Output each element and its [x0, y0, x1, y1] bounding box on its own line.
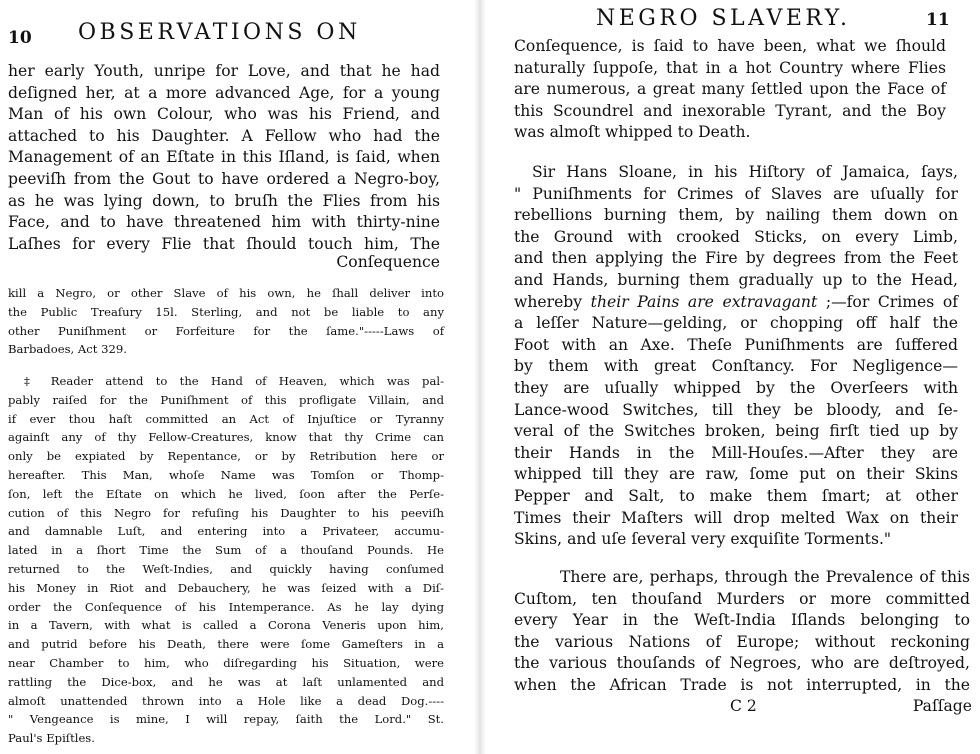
- footnote-line: almoſt unattended thrown into a Hole like a dead Dog.----: [8, 693, 444, 708]
- footnote-line: his Money in Riot and Debauchery, he was ſeized with a Diſ-: [8, 580, 444, 595]
- right-para-1: [514, 36, 946, 144]
- text-line: a leſſer Nature—gelding, or chopping off half the: [514, 314, 958, 333]
- text-line: Face, and to have threatened him with thirty-nine: [8, 213, 440, 232]
- footnote-line: " Vengeance is mine, I will repay, ſaith the Lord." St.: [8, 712, 444, 727]
- text-line: they are uſually whipped by the Overſeers with: [514, 378, 958, 397]
- footnote-line: and damnable Luſt, and entering into a Privateer, accumu-: [8, 524, 444, 539]
- text-line: this Scoundrel and inexorable Tyrant, and the Boy: [514, 101, 946, 120]
- text-line: was almoſt whipped to Death.: [514, 123, 751, 142]
- text-line: Times their Maſters will drop melted Wax on their: [514, 508, 958, 527]
- footnote-line: Barbadoes, Act 329.: [8, 342, 127, 357]
- right-para-2-sloane: [514, 162, 958, 551]
- signature-mark: C 2: [730, 697, 757, 715]
- text-line: Foot with an Axe. Theſe Puniſhments are ſuffered: [514, 335, 958, 354]
- text-line: Sir Hans Sloane, in his Hiſtory of Jamaica, ſays,: [532, 163, 958, 181]
- footnote-line: the Public Treaſury 15l. Sterling, and not be liable to any: [8, 304, 444, 319]
- footnote-line: rattling the Dice-box, and he was at laſt unlamented and: [8, 674, 444, 689]
- text-line-italic: [514, 292, 958, 314]
- book-gutter: [474, 0, 486, 754]
- text-line: Conſequence, is ſaid to have been, what we ſhould: [514, 37, 946, 55]
- text-line: the various Nations of Europe; without reckoning: [514, 632, 970, 651]
- footnote-line: lated in a ſhort Time the Sum of a thouſand Pounds. He: [8, 543, 444, 558]
- footnote-law: [8, 284, 444, 359]
- left-main-text: [8, 61, 440, 255]
- footnote-line: pably raiſed for the Puniſhment of this profligate Villain, and: [8, 392, 444, 407]
- footnote-line: near Chamber to him, who diſregarding his Situation, were: [8, 655, 444, 670]
- right-page: [490, 0, 980, 754]
- footnote-line: ‡ Reader attend to the Hand of Heaven, which was pal-: [24, 374, 444, 388]
- text-line: peeviſh from the Gout to have ordered a Negro-boy,: [8, 169, 440, 188]
- footnote-line: cution of this Negro for refuſing his Daughter to his peeviſh: [8, 505, 444, 520]
- page-number: 11: [926, 10, 950, 30]
- text-line: Management of an Eſtate in this Iſland, is ſaid, when: [8, 148, 440, 167]
- text-line: by them with great Conſtancy. For Negligence—: [514, 357, 958, 376]
- footnote-line: order the Conſequence of his Intemperance. As he lay dying: [8, 599, 444, 614]
- footnote-line: if ever thou haſt committed an Act of Injuſtice or Tyranny: [8, 411, 444, 426]
- text-line: There are, perhaps, through the Prevalence of this: [560, 568, 970, 586]
- text-line: Man of his own Colour, who was his Friend, and: [8, 105, 440, 124]
- text-line: Pepper and Salt, to make them ſmart; at other: [514, 486, 958, 505]
- running-title: NEGRO SLAVERY.: [596, 6, 851, 31]
- text-fragment: ;—for Crimes of: [825, 292, 958, 311]
- text-line: her early Youth, unripe for Love, and that he had: [8, 62, 440, 80]
- footnote-line: kill a Negro, or other Slave of his own, he ſhall deliver into: [8, 286, 444, 300]
- text-line: " Puniſhments for Crimes of Slaves are uſually for: [514, 184, 958, 203]
- text-line: deſigned her, at a more advanced Age, for a young: [8, 83, 440, 102]
- text-line: Lance-wood Switches, till they be bloody, and ſe-: [514, 400, 958, 419]
- text-line: and Hands, burning them gradually up to the Head,: [514, 270, 958, 289]
- text-line: their Hands in the Mill-Houſes.—After they are: [514, 443, 958, 462]
- catchword: Paſſage: [912, 697, 972, 715]
- text-line: the various thouſands of Negroes, who are deſtroyed,: [514, 654, 970, 673]
- footnote-tomson: [8, 372, 444, 748]
- text-line: Laſhes for every Flie that ſhould touch him, The: [8, 234, 440, 253]
- text-line: as he was lying down, to bruſh the Flies from his: [8, 191, 440, 210]
- text-line: are numerous, a great many ſettled upon the Face of: [514, 80, 946, 99]
- text-line: whipped till they are raw, ſome put on their Skins: [514, 465, 958, 484]
- text-line: Cuſtom, ten thouſand Murders or more committed: [514, 589, 970, 608]
- footnote-line: other Puniſhment or Forfeiture for the ſame."-----Laws of: [8, 323, 444, 338]
- right-para-3: [514, 567, 970, 697]
- footnote-line: in a Tavern, with what is called a Corona Veneris upon him,: [8, 618, 444, 633]
- catchword: Conſequence: [336, 253, 440, 271]
- footnote-line: againſt any of thy Fellow-Creatures, know that thy Crime can: [8, 430, 444, 445]
- footnote-line: only be expiated by Repentance, or by Retribution here or: [8, 449, 444, 464]
- text-line: when the African Trade is not interrupted, in the: [514, 675, 970, 694]
- page-number: 10: [8, 28, 32, 48]
- left-page: [0, 0, 470, 754]
- running-title: OBSERVATIONS ON: [78, 20, 361, 45]
- text-line: and then applying the Fire by degrees from the Feet: [514, 249, 958, 268]
- text-line: every Year in the Weſt-India Iſlands belonging to: [514, 611, 970, 630]
- italic-phrase: their Pains are extravagant: [590, 292, 818, 311]
- footnote-line: and putrid before his Death, there were ſome Gameſters in a: [8, 637, 444, 652]
- footnote-line: hereafter. This Man, whoſe Name was Tomſon or Thomp-: [8, 467, 444, 482]
- text-line: attached to his Daughter. A Fellow who had the: [8, 126, 440, 145]
- text-line: the Ground with crooked Sticks, on every Limb,: [514, 227, 958, 246]
- text-line: Skins, and uſe ſeveral very exquiſite Torments.": [514, 530, 892, 549]
- text-line: rebellions burning them, by nailing them down on: [514, 206, 958, 225]
- footnote-line: Paul's Epiſtles.: [8, 731, 95, 746]
- footnote-line: ſon, left the Eſtate on which he lived, ſoon after the Perſe-: [8, 486, 444, 501]
- footnote-line: returned to the Weſt-Indies, and quickly having conſumed: [8, 561, 444, 576]
- text-fragment: whereby: [514, 292, 583, 311]
- text-line: veral of the Switches broken, being firſt tied up by: [514, 422, 958, 441]
- text-line: naturally ſuppoſe, that in a hot Country where Flies: [514, 58, 946, 77]
